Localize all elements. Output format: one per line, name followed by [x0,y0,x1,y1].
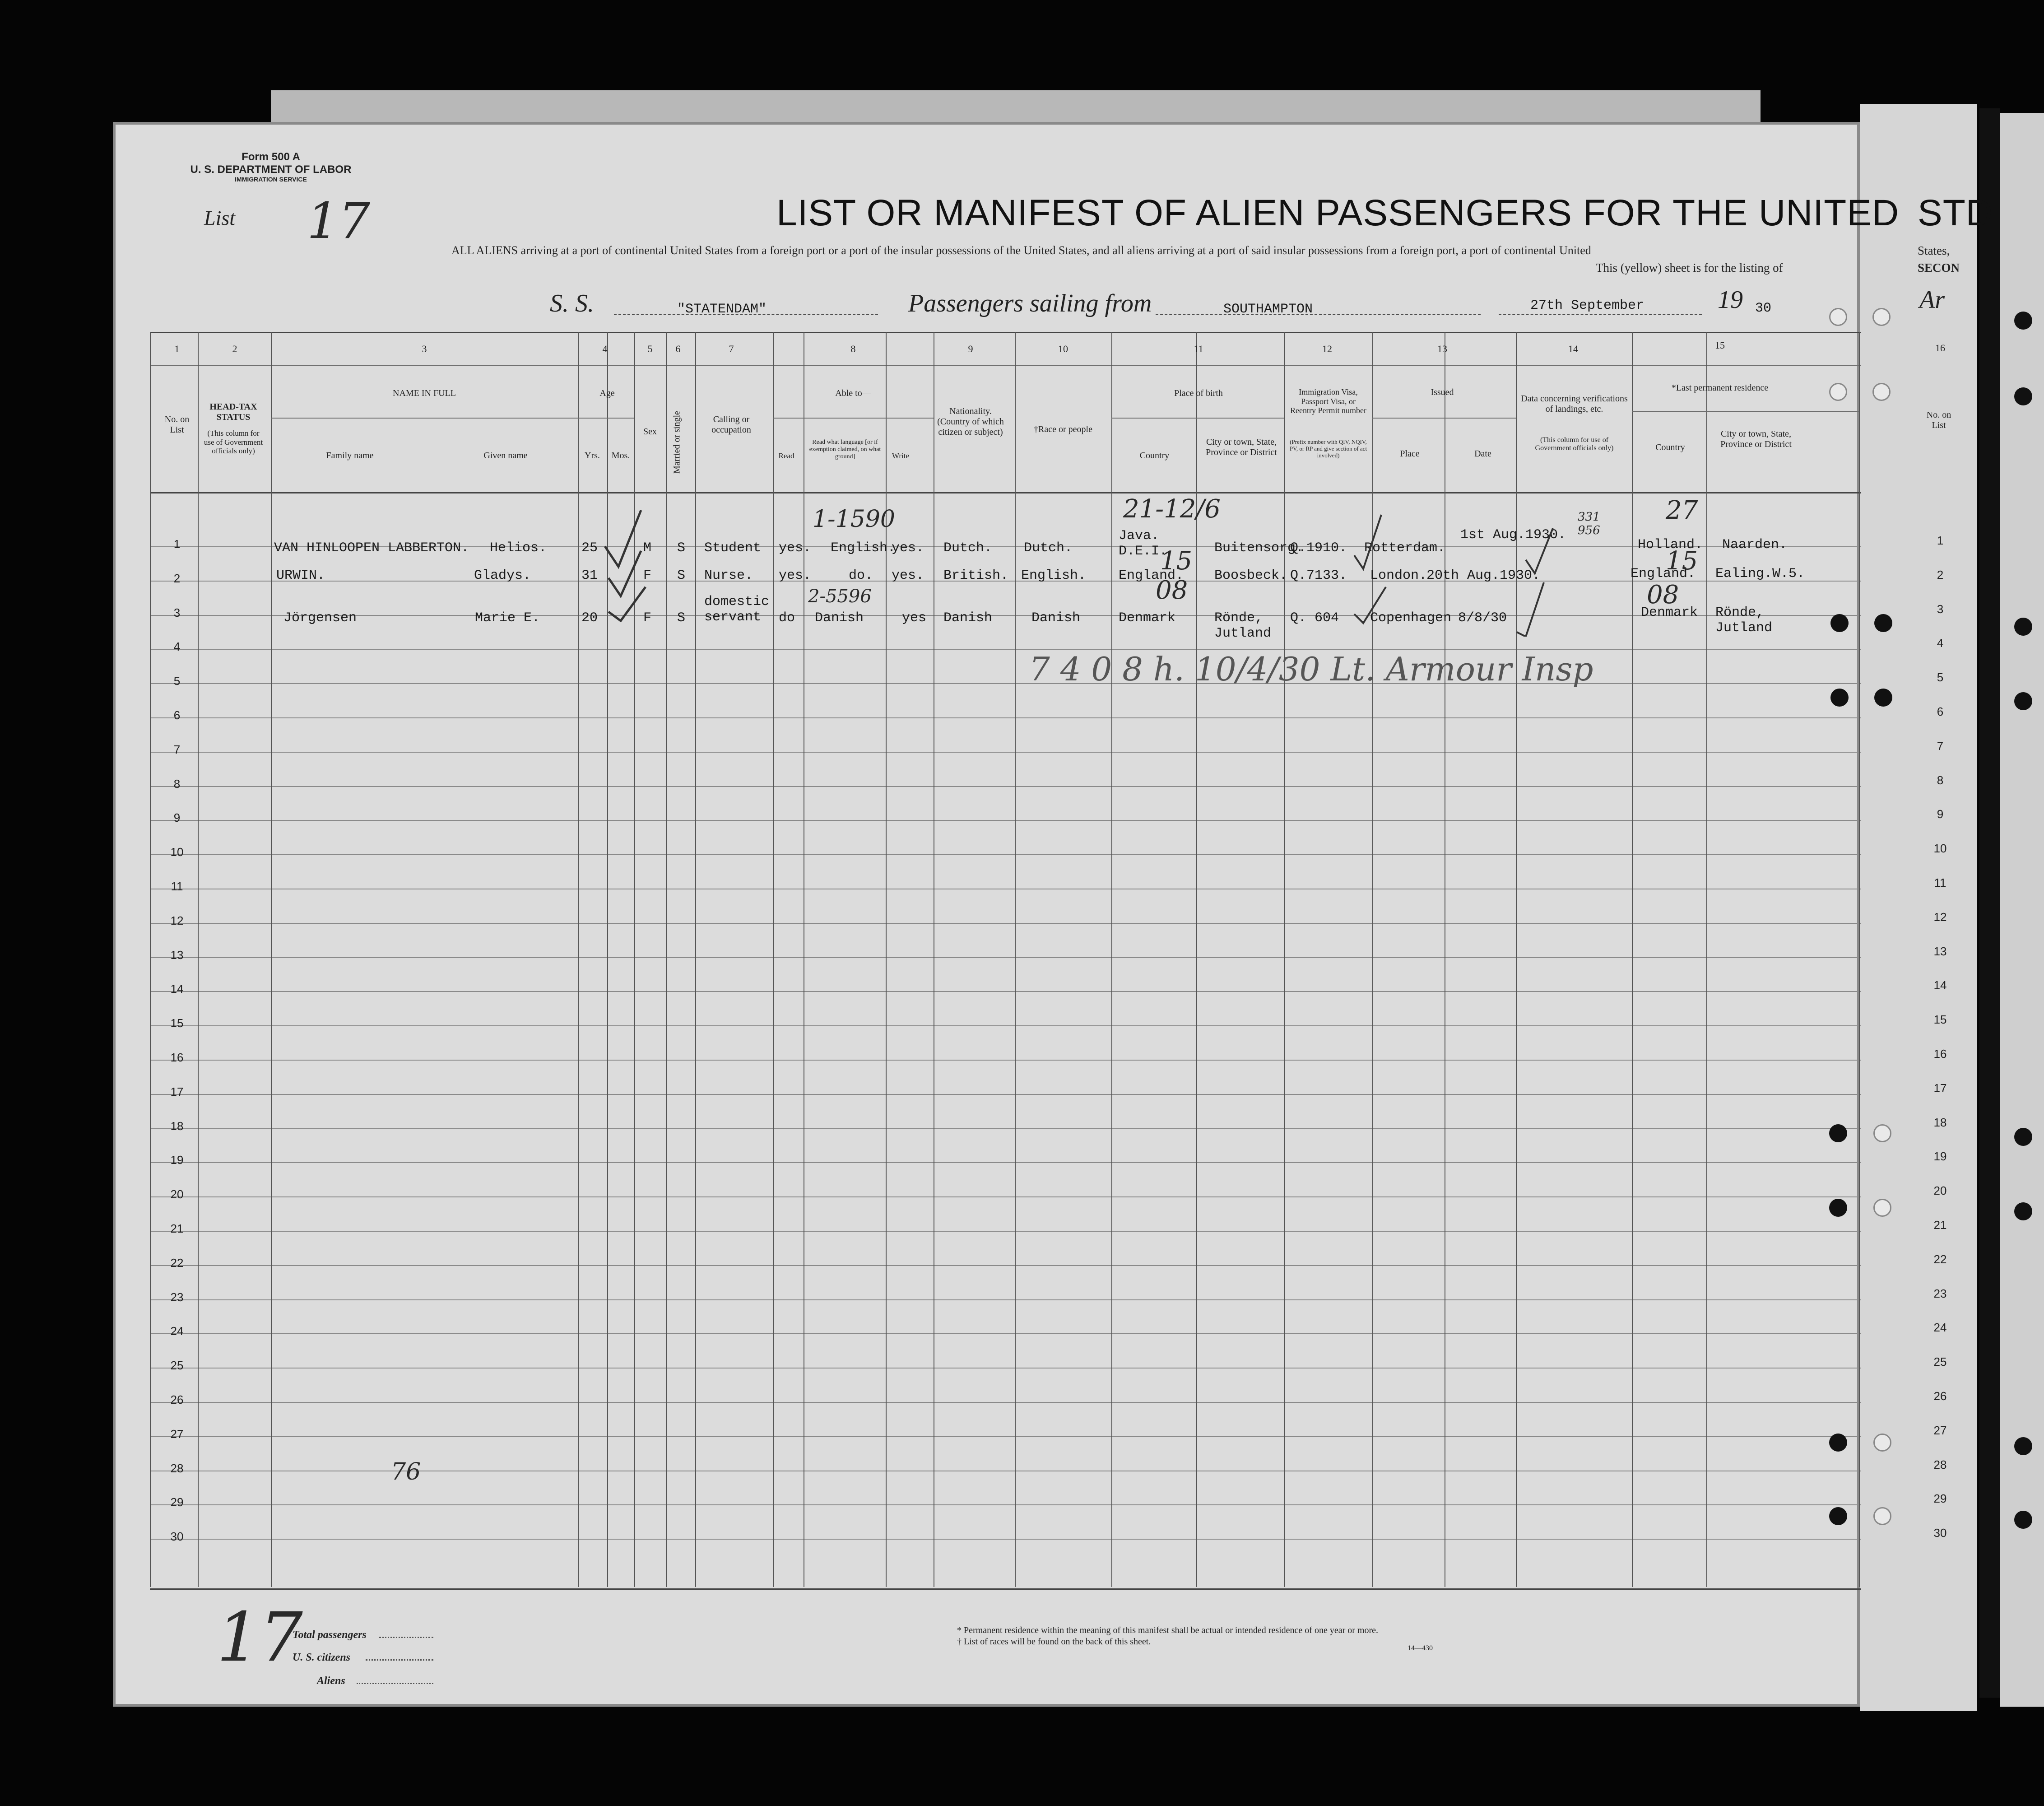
row1-write: yes. [892,540,924,556]
row-number-left: 8 [173,777,181,791]
row-number-left: 7 [173,742,181,756]
row-line [150,1196,1861,1197]
row-number-left: 24 [170,1324,184,1338]
subtitle-line1: ALL ALIENS arriving at a port of continental United States from a foreign port or a port of the insular possessions of the United States, and all aliens arriving at a port of said insular possessions from a foreign port, a port of continental United [451,244,1591,257]
footnote-residence: * Permanent residence within the meaning of this manifest shall be actual or intended residence of one year or more. [957,1625,1379,1635]
row-number-right: 3 [1937,602,1944,616]
row3-write: yes [902,610,927,626]
col-number-5: 5 [647,343,653,354]
row-number-right: 30 [1933,1526,1947,1540]
row-number-right: 6 [1937,705,1944,718]
row1-read: yes. [779,540,812,556]
row2-issued-place: London. [1370,568,1427,583]
row-number-left: 4 [173,640,181,654]
handwritten-res-note-3: 08 [1647,580,1679,610]
row-number-left: 13 [170,948,184,962]
punch-hole [1829,1507,1847,1525]
column-line [1015,332,1016,1587]
handwritten-res-note-1: 27 [1666,496,1698,525]
right-sub2: SECON [1918,261,1960,275]
header-write: Write [892,452,910,460]
row-line [150,1299,1861,1300]
port-name: SOUTHAMPTON [1223,302,1313,317]
subheader-rule [271,418,578,419]
col-number-3: 3 [422,343,427,354]
row-number-left: 19 [170,1153,184,1167]
col-number-10: 10 [1058,343,1068,354]
row3-status: S [677,610,686,626]
right-sub1: States, [1918,244,1950,257]
handwritten-row5-note: 7 4 0 8 h. 10/4/30 Lt. Armour Insp [1029,650,1593,688]
row3-visa: Q. 604 [1290,610,1339,626]
punch-hole [2014,387,2032,405]
row1-age: 25 [581,540,598,556]
row-line [150,1231,1861,1232]
header-visa-note: (Prefix number with QIV, NQIV, PV, or RP and give section of act involved) [1289,438,1367,459]
row3-birth-city: Rönde, Jutland [1214,610,1272,641]
subtitle-line2: This (yellow) sheet is for the listing of [1596,261,1783,275]
row-line [150,820,1861,821]
row-line [150,1094,1861,1095]
passengers-label: Passengers sailing from [908,289,1152,317]
row-number-right: 4 [1937,636,1944,650]
row-line [150,923,1861,924]
row-line [150,991,1861,992]
header-birth-city: City or town, State, Province or District [1206,437,1277,457]
punch-hole [2014,312,2032,330]
row-number-left: 1 [173,537,181,551]
row-line [150,752,1861,753]
row-number-right: 8 [1937,773,1944,787]
row1-nationality: Dutch. [943,540,993,556]
date-line [1499,314,1702,315]
row2-status: S [677,568,686,583]
row-number-right: 27 [1933,1423,1947,1437]
row-line [150,854,1861,855]
header-able-to: Able to— [835,388,871,398]
ship-line [614,314,878,315]
row1-status: S [677,540,686,556]
row-line [150,1128,1861,1129]
header-res-city: City or town, State, Province or District [1720,429,1792,449]
punch-hole [2014,1511,2032,1529]
row-number-left: 15 [170,1016,184,1030]
row-number-left: 29 [170,1495,184,1509]
handwritten-birth-note-2: 15 [1160,546,1193,576]
header-mos: Mos. [611,451,630,461]
header-bottom-rule [150,492,1861,493]
col-number-15: 15 [1715,340,1725,351]
row-number-right: 19 [1933,1150,1947,1164]
ship-name: "STATENDAM" [677,302,767,317]
handwritten-footer-list: 17 [217,1598,303,1677]
row1-visa: Q.1910. [1290,540,1347,556]
punch-hole [1829,1434,1847,1452]
punch-hole [2014,1437,2032,1455]
row-line [150,957,1861,958]
header-family-name: Family name [326,451,374,461]
col-number-13: 13 [1437,343,1447,354]
sailing-date: 27th September [1530,298,1644,313]
punch-hole [1874,689,1892,707]
binder-bar [1979,108,2000,1698]
row-number-right: 18 [1933,1115,1947,1129]
row3-calling: domestic servant [704,594,770,625]
subheader-rule [773,418,934,419]
row2-age: 31 [581,568,598,583]
row2-res-city: Ealing.W.5. [1715,566,1805,582]
row3-res-city: Rönde, Jutland [1715,605,1773,636]
row-line [150,1402,1861,1403]
row3-given-name: Marie E. [475,610,540,626]
row2-visa: Q.7133. [1290,568,1347,583]
column-line [578,332,579,1587]
header-given-name: Given name [483,451,528,461]
footnote-races: † List of races will be found on the back of this sheet. [957,1637,1151,1647]
next-page-strip [1860,104,1977,1711]
punch-hole [2014,1202,2032,1220]
punch-hole [2014,692,2032,710]
ss-label: S. S. [550,289,594,317]
header-verifications: Data concerning verifications of landings, etc. [1521,394,1628,414]
column-line [198,332,199,1587]
row2-sex: F [643,568,652,583]
us-citizens-dots [366,1659,433,1661]
col-number-2: 2 [232,343,237,354]
row3-issued-place: Copenhagen [1370,610,1452,626]
row-number-right: 15 [1933,1013,1947,1027]
row-line [150,1162,1861,1163]
visa-checkmarks [1345,501,1616,637]
header-name-in-full: NAME IN FULL [393,388,456,398]
row-line [150,786,1861,787]
header-yrs: Yrs. [585,451,600,461]
row1-given-name: Helios. [490,540,547,556]
row-number-left: 18 [170,1119,184,1133]
header-head-tax-note: (This column for use of Government officials only) [204,429,263,456]
row2-birth-city: Boosbeck. [1214,568,1288,583]
row1-birth-city: Buitensorg. [1214,540,1304,556]
handwritten-verification: 331 956 [1578,510,1600,537]
col-number-7: 7 [729,343,734,354]
row-number-left: 2 [173,571,181,585]
year-prefix: 19 [1718,286,1743,314]
punch-hole [1829,1124,1847,1142]
right-col-label: No. on List [1926,410,1951,430]
row2-issued-date: 20th Aug.1930. [1426,568,1541,583]
handwritten-lang-code-1: 1-1590 [813,506,895,533]
row2-language: do. [849,568,873,583]
row-number-right: 7 [1937,739,1944,753]
punch-hole [1873,1124,1891,1142]
row-line [150,1539,1861,1540]
row-line [150,717,1861,718]
form-number: Form 500 A [242,151,300,163]
row-number-right: 23 [1933,1286,1947,1300]
row-number-left: 5 [173,674,181,688]
punch-hole [1873,1434,1891,1452]
row-number-left: 17 [170,1085,184,1098]
column-line [1706,332,1707,1587]
row1-calling: Student [704,540,762,556]
header-married: Married or single [672,411,682,474]
row3-sex: F [643,610,652,626]
header-age: Age [599,388,615,398]
row3-res-country: Denmark [1641,605,1698,620]
header-race: †Race or people [1034,424,1092,434]
row-number-right: 17 [1933,1081,1947,1095]
column-line [1632,332,1633,1587]
row2-given-name: Gladys. [474,568,531,583]
row-number-right: 21 [1933,1218,1947,1232]
row-line [150,683,1861,684]
row1-race: Dutch. [1024,540,1073,556]
service-name: IMMIGRATION SERVICE [235,176,307,183]
header-issued-place: Place [1400,449,1420,459]
col-number-4: 4 [602,343,608,354]
row3-race: Danish [1031,610,1081,626]
punch-hole [1872,308,1891,326]
total-passengers-dots [379,1637,433,1638]
row-number-left: 20 [170,1187,184,1201]
row-number-right: 20 [1933,1184,1947,1198]
row-line [150,1504,1861,1505]
punch-hole [2014,618,2032,636]
row-number-left: 12 [170,913,184,927]
row-number-right: 26 [1933,1389,1947,1403]
header-res-country: Country [1655,442,1685,452]
row3-language: Danish [815,610,864,626]
subheader-rule [1632,411,1859,412]
row3-issued-date: 8/8/30 [1458,610,1507,626]
column-line [695,332,696,1587]
far-right-page [2000,113,2044,1707]
row-number-right: 2 [1937,568,1944,582]
row-number-right: 11 [1934,876,1946,889]
row2-birth-country: England. [1119,568,1184,583]
punch-hole [1829,383,1847,401]
row-line [150,1060,1861,1061]
right-arr: Ar [1919,286,1945,314]
row-number-right: 14 [1933,978,1947,992]
row1-language: English. [831,540,896,556]
row1-family-name: VAN HINLOOPEN LABBERTON. [274,540,469,556]
header-read-language: Read what language [or if exemption claimed, on what ground] [809,439,881,461]
punch-hole [1873,1199,1891,1217]
checkmarks [596,501,677,623]
header-nationality: Nationality. (Country of which citizen or subject) [937,406,1004,437]
header-sex: Sex [643,427,657,437]
row-number-right: 16 [1933,1047,1947,1061]
row2-nationality: British. [943,568,1009,583]
row-number-left: 11 [171,880,183,893]
header-place-of-birth: Place of birth [1174,388,1223,398]
row3-birth-country: Denmark [1119,610,1176,626]
row-number-left: 6 [173,708,181,722]
row-number-left: 22 [170,1256,184,1270]
total-passengers-label: Total passengers [293,1629,367,1641]
row-line [150,1025,1861,1026]
header-verifications-note: (This column for use of Government officials only) [1535,436,1614,452]
handwritten-birth-note-3: 08 [1156,576,1188,605]
page-title: LIST OR MANIFEST OF ALIEN PASSENGERS FOR THE UNITED [776,192,1900,233]
row3-read: do [779,610,795,626]
column-line [1284,332,1285,1587]
row2-family-name: URWIN. [276,568,325,583]
form-header-block [190,151,352,183]
header-no-on-list: No. on List [164,414,190,435]
row1-birth-country: Java. D.E.I. [1119,528,1168,559]
subheader-rule [578,418,634,419]
col-number-8: 8 [850,343,856,354]
row-number-left: 27 [170,1427,184,1441]
row2-res-country: England. [1631,566,1696,582]
list-number: 17 [307,192,370,250]
row1-sex: M [643,540,652,556]
header-head-tax: HEAD-TAX STATUS [209,402,257,422]
handwritten-lang-code-3: 2-5596 [808,586,872,607]
row-number-left: 25 [170,1359,184,1373]
row-number-right: 22 [1933,1252,1947,1266]
punch-hole [1830,614,1849,632]
header-read: Read [778,452,794,460]
header-calling: Calling or occupation [711,414,751,435]
row-number-right: 25 [1933,1355,1947,1369]
row1-res-country: Holland. [1638,537,1703,553]
right-title-fragment: STD [1918,192,1993,233]
row3-family-name: Jörgensen [283,610,357,626]
subheader-rule [1111,418,1284,419]
row-number-left: 30 [170,1530,184,1544]
punch-hole [1829,1199,1847,1217]
col-number-14: 14 [1568,343,1578,354]
row-number-left: 16 [170,1051,184,1064]
row-number-right: 5 [1937,670,1944,684]
row-number-left: 23 [170,1290,184,1304]
row-number-right: 9 [1937,807,1944,821]
row-number-right: 12 [1933,910,1947,924]
row-line [150,649,1861,650]
aliens-label: Aliens [317,1675,345,1687]
handwritten-res-note-2: 15 [1666,546,1698,576]
aliens-dots [357,1683,433,1684]
department-name: U. S. DEPARTMENT OF LABOR [190,163,352,176]
subheader-rule [1372,418,1516,419]
column-line [1111,332,1112,1587]
col-number-6: 6 [675,343,681,354]
row1-res-city: Naarden. [1722,537,1788,553]
col-number-11: 11 [1194,343,1203,354]
row3-nationality: Danish [943,610,993,626]
punch-hole [1872,383,1891,401]
row-number-right: 10 [1933,842,1947,856]
row-line [150,1436,1861,1437]
row-number-right: 28 [1933,1457,1947,1471]
column-line [271,332,272,1587]
header-issued: Issued [1431,387,1454,397]
row2-read: yes. [779,568,812,583]
header-last-residence: *Last permanent residence [1671,383,1769,393]
row-line [150,1265,1861,1266]
handwritten-row28-note: 76 [391,1458,421,1485]
header-birth-country: Country [1139,451,1170,461]
row3-age: 20 [581,610,598,626]
row-number-left: 10 [170,845,184,859]
row-line [150,1333,1861,1334]
punch-hole [1873,1507,1891,1525]
port-line [1156,314,1481,315]
col-number-9: 9 [968,343,973,354]
row-number-right: 13 [1933,944,1947,958]
row2-race: English. [1021,568,1087,583]
list-label: List [204,206,236,229]
col-number-12: 12 [1322,343,1332,354]
row1-issued-place: Rotterdam. [1364,540,1446,556]
row-number-left: 3 [173,605,181,619]
row-number-left: 14 [170,982,184,996]
header-visa: Immigration Visa, Passport Visa, or Reentry Permit number [1290,387,1366,415]
handwritten-birth-note-1: 21-12/6 [1123,494,1221,524]
row-number-left: 21 [170,1222,184,1235]
column-line [1859,332,1860,1587]
punch-hole [1874,614,1892,632]
row2-write: yes. [892,568,924,583]
column-line [773,332,774,1587]
punch-hole [1829,308,1847,326]
row-number-left: 9 [173,811,181,825]
row-number-right: 29 [1933,1492,1947,1506]
punch-hole [2014,1128,2032,1146]
row-number-left: 28 [170,1461,184,1475]
row-number-left: 26 [170,1393,184,1406]
us-citizens-label: U. S. citizens [293,1652,351,1663]
column-line [150,332,151,1587]
punch-hole [1830,689,1849,707]
header-issued-date: Date [1474,449,1491,459]
row-number-right: 24 [1933,1321,1947,1335]
year-suffix: 30 [1755,301,1772,316]
row-number-right: 1 [1937,534,1944,547]
column-number-rule [150,365,1861,366]
footer-form-code: 14—430 [1408,1644,1433,1652]
row2-calling: Nurse. [704,568,753,583]
right-col-number: 16 [1935,342,1945,354]
col-number-1: 1 [174,343,180,354]
row1-issued-date: 1st Aug.1930. [1460,527,1566,543]
